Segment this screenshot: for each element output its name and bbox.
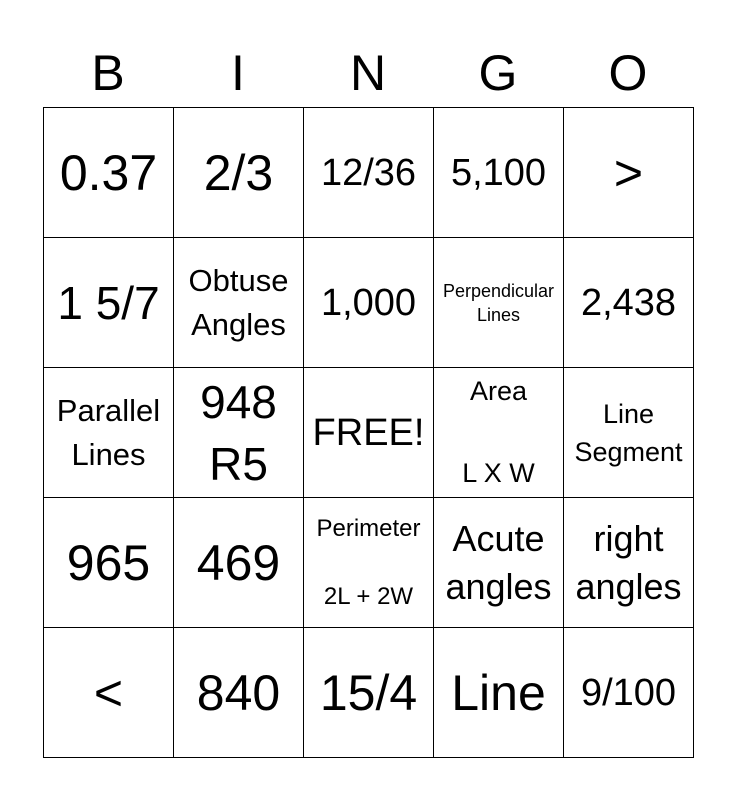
header-letter-n: N bbox=[349, 45, 387, 101]
bingo-cell[interactable]: Perpendicular Lines bbox=[434, 238, 564, 368]
bingo-cell[interactable]: 0.37 bbox=[44, 108, 174, 238]
bingo-cell[interactable]: 12/36 bbox=[304, 108, 434, 238]
bingo-cell[interactable]: 9/100 bbox=[564, 628, 694, 758]
free-space[interactable]: FREE! bbox=[304, 368, 434, 498]
header-letter-g: G bbox=[478, 45, 518, 101]
bingo-cell[interactable]: Line bbox=[434, 628, 564, 758]
bingo-cell[interactable]: Line Segment bbox=[564, 368, 694, 498]
bingo-card-grid bbox=[43, 107, 694, 758]
bingo-cell[interactable]: 948 R5 bbox=[174, 368, 304, 498]
bingo-cell[interactable]: 2,438 bbox=[564, 238, 694, 368]
bingo-cell[interactable]: > bbox=[564, 108, 694, 238]
header-letter-o: O bbox=[608, 45, 648, 101]
bingo-cell[interactable]: 1 5/7 bbox=[44, 238, 174, 368]
bingo-cell[interactable]: Acute angles bbox=[434, 498, 564, 628]
header-letter-b: B bbox=[91, 45, 125, 101]
bingo-cell[interactable]: 965 bbox=[44, 498, 174, 628]
bingo-cell[interactable]: 840 bbox=[174, 628, 304, 758]
bingo-cell[interactable]: < bbox=[44, 628, 174, 758]
bingo-header bbox=[43, 40, 693, 106]
bingo-cell[interactable]: Area L X W bbox=[434, 368, 564, 498]
bingo-cell[interactable]: Obtuse Angles bbox=[174, 238, 304, 368]
bingo-cell[interactable]: 5,100 bbox=[434, 108, 564, 238]
bingo-cell[interactable]: Perimeter 2L + 2W bbox=[304, 498, 434, 628]
bingo-cell[interactable]: 15/4 bbox=[304, 628, 434, 758]
bingo-cell[interactable]: 2/3 bbox=[174, 108, 304, 238]
bingo-cell[interactable]: Parallel Lines bbox=[44, 368, 174, 498]
bingo-cell[interactable]: 1,000 bbox=[304, 238, 434, 368]
header-letter-i: I bbox=[231, 45, 245, 101]
bingo-cell[interactable]: 469 bbox=[174, 498, 304, 628]
bingo-cell[interactable]: right angles bbox=[564, 498, 694, 628]
